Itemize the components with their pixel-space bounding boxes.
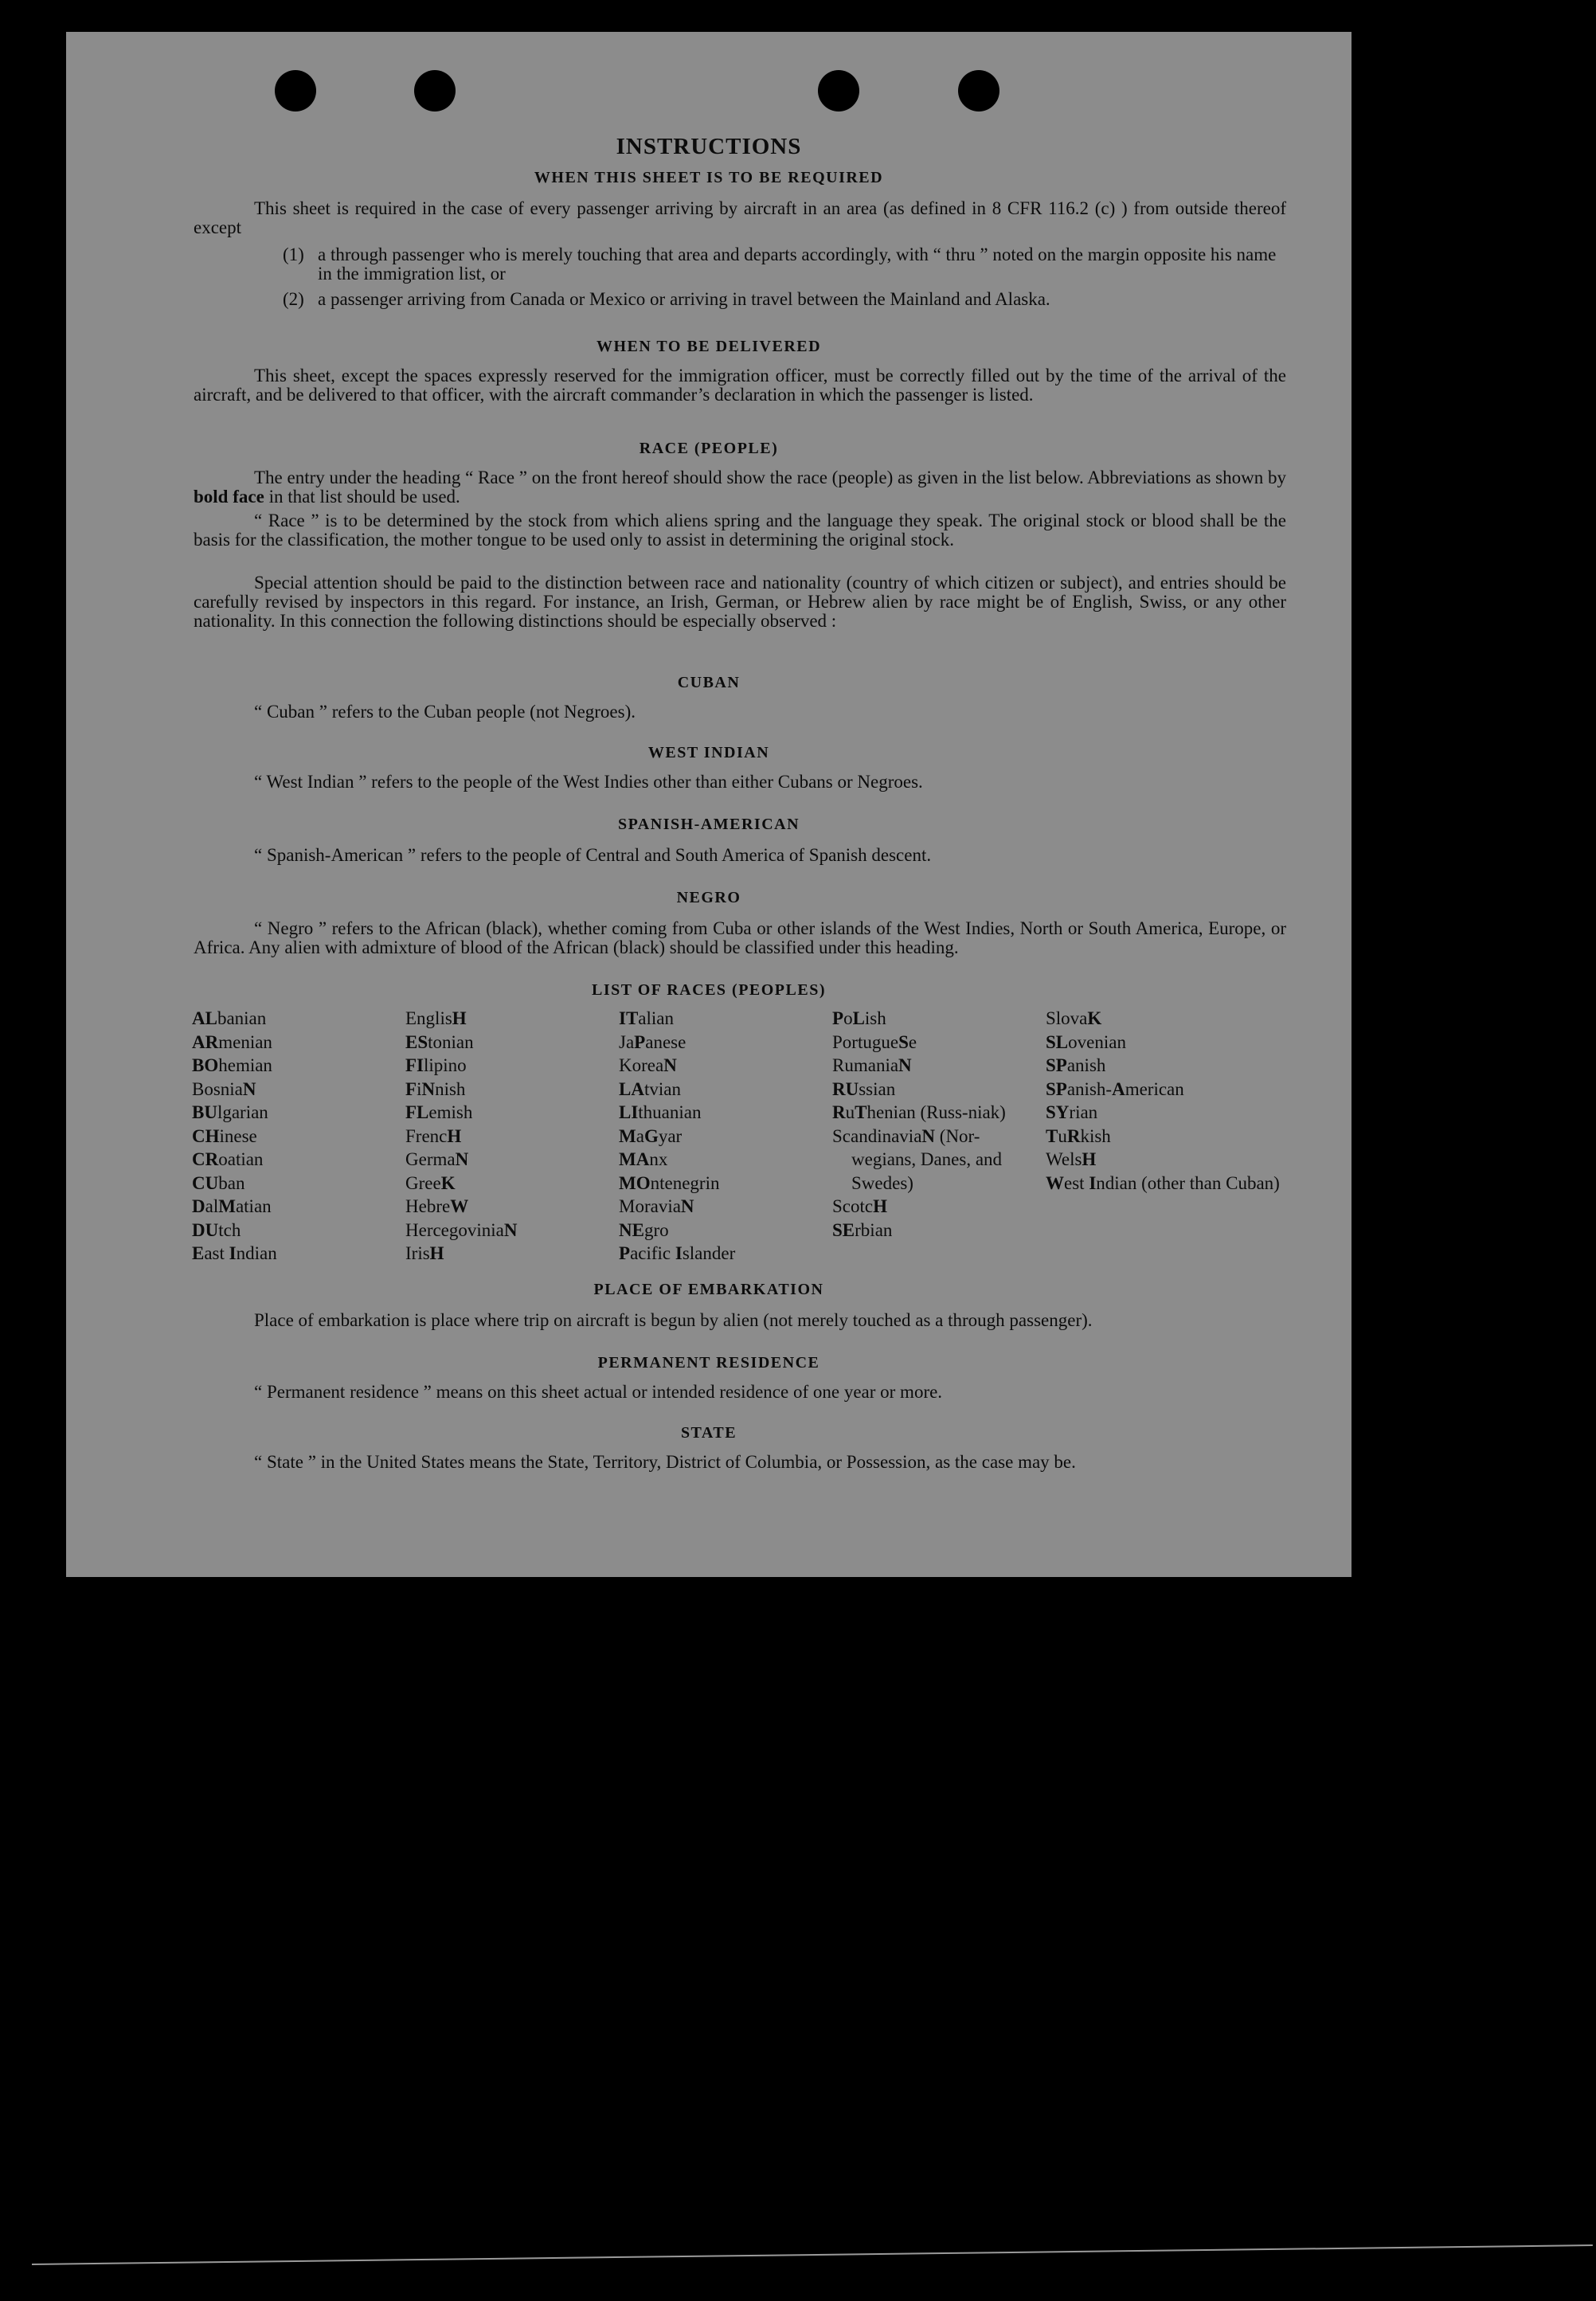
- heading-west-indian: WEST INDIAN: [647, 744, 770, 761]
- race-entry: East Indian: [192, 1243, 277, 1263]
- race-entry: FLemish: [405, 1102, 473, 1122]
- heading-when-delivered: WHEN TO BE DELIVERED: [596, 338, 822, 355]
- races-column: [1046, 1007, 1285, 1195]
- list-item: [283, 289, 1286, 309]
- race-entry: SlovaK: [1046, 1008, 1102, 1028]
- race-entry: FrencH: [405, 1125, 462, 1146]
- para-race-3: Special attention should be paid to the distinction between race and nationality (country of which citizen or subject), and entries should be carefully revised by inspectors in this regard. For instance, an Irish, German, or Hebrew alien by race might be of English, Swiss, or any other nationality. In this connection the following distinctions should be especially observed :: [194, 573, 1286, 631]
- para-when-delivered: This sheet, except the spaces expressly reserved for the immigration officer, must be correctly filled out by the time of the arrival of the aircraft, and be delivered to that officer, with the aircraft commander’s declaration in which the passenger is listed.: [194, 366, 1286, 405]
- race-entry: RuThenian (Russ-niak): [832, 1102, 1006, 1122]
- race-entry: FiNnish: [405, 1078, 466, 1099]
- race-entry: MAnx: [619, 1149, 668, 1169]
- race-entry: SPanish: [1046, 1055, 1106, 1075]
- race-entry: PortugueSe: [832, 1031, 917, 1052]
- races-column: [619, 1007, 827, 1266]
- punch-hole: [958, 70, 999, 112]
- para-when-required: This sheet is required in the case of every passenger arriving by aircraft in an area (as defined in 8 CFR 116.2 (c) ) from outside thereof except: [194, 198, 1286, 237]
- race-entry: WelsH: [1046, 1149, 1097, 1169]
- race-entry: HebreW: [405, 1196, 469, 1216]
- heading-state: STATE: [680, 1424, 737, 1442]
- race-entry: CUban: [192, 1172, 245, 1193]
- para-residence: “ Permanent residence ” means on this sheet actual or intended residence of one year or more.: [254, 1382, 943, 1402]
- para-race-1: The entry under the heading “ Race ” on the front hereof should show the race (people) as given in the list below. Abbreviations as shown by bold face in that list should be used.: [194, 468, 1286, 507]
- races-column: [832, 1007, 1041, 1242]
- race-entry: EnglisH: [405, 1008, 467, 1028]
- item-text: a through passenger who is merely touching that area and departs accordingly, with “ thru ” noted on the margin opposite his name in the immigration list, or: [318, 245, 1277, 284]
- race-entry: ScotcH: [832, 1196, 887, 1216]
- race-entry: ARmenian: [192, 1031, 272, 1052]
- page-title: INSTRUCTIONS: [616, 134, 802, 159]
- heading-residence: PERMANENT RESIDENCE: [597, 1354, 820, 1372]
- race-entry: TuRkish: [1046, 1125, 1111, 1146]
- race-entry: IrisH: [405, 1243, 444, 1263]
- race-entry: CRoatian: [192, 1149, 264, 1169]
- race-entry: ScandinaviaN (Nor-wegians, Danes, and Swedes): [832, 1125, 1003, 1193]
- races-column: [405, 1007, 614, 1266]
- para-west-indian: “ West Indian ” refers to the people of the West Indies other than either Cubans or Negroes.: [254, 772, 923, 792]
- punch-hole: [818, 70, 859, 112]
- heading-when-required: WHEN THIS SHEET IS TO BE REQUIRED: [534, 169, 884, 186]
- race-entry: FIlipino: [405, 1055, 467, 1075]
- race-entry: HercegoviniaN: [405, 1219, 518, 1240]
- race-entry: DalMatian: [192, 1196, 272, 1216]
- item-number: (1): [283, 245, 304, 264]
- race-entry: RUssian: [832, 1078, 896, 1099]
- para-race-2: “ Race ” is to be determined by the stock from which aliens spring and the language they speak. The original stock or blood shall be the basis for the classification, the mother tongue to be used only to assist in determining the original stock.: [194, 511, 1286, 550]
- race-entry: ITalian: [619, 1008, 674, 1028]
- race-entry: KoreaN: [619, 1055, 677, 1075]
- para-negro: “ Negro ” refers to the African (black), whether coming from Cuba or other islands of the West Indies, North or South America, Europe, or Africa. Any alien with admixture of blood of the African (black) should be classified under this heading.: [194, 918, 1286, 957]
- punch-hole: [414, 70, 456, 112]
- race-entry: ALbanian: [192, 1008, 267, 1028]
- race-entry: CHinese: [192, 1125, 257, 1146]
- document-sheet: [66, 32, 1352, 1577]
- race-entry: SYrian: [1046, 1102, 1098, 1122]
- item-text: a passenger arriving from Canada or Mexico or arriving in travel between the Mainland and Alaska.: [318, 289, 1050, 309]
- heading-negro: NEGRO: [676, 889, 741, 906]
- race-entry: BUlgarian: [192, 1102, 268, 1122]
- item-number: (2): [283, 289, 304, 309]
- race-entry: DUtch: [192, 1219, 241, 1240]
- para-cuban: “ Cuban ” refers to the Cuban people (not Negroes).: [254, 702, 636, 722]
- race-entry: BOhemian: [192, 1055, 272, 1075]
- heading-spanish-american: SPANISH-AMERICAN: [617, 816, 800, 833]
- race-entry: LAtvian: [619, 1078, 681, 1099]
- race-entry: PoLish: [832, 1008, 886, 1028]
- race-entry: LIthuanian: [619, 1102, 702, 1122]
- race-entry: SLovenian: [1046, 1031, 1126, 1052]
- heading-cuban: CUBAN: [677, 674, 741, 691]
- race-entry: JaPanese: [619, 1031, 687, 1052]
- punch-hole: [275, 70, 316, 112]
- para-spanish-american: “ Spanish-American ” refers to the people of Central and South America of Spanish descent.: [254, 845, 932, 865]
- list-item: [283, 245, 1286, 284]
- heading-list-of-races: LIST OF RACES (PEOPLES): [591, 981, 826, 999]
- race-entry: NEgro: [619, 1219, 669, 1240]
- race-entry: EStonian: [405, 1031, 474, 1052]
- race-entry: GreeK: [405, 1172, 456, 1193]
- race-entry: MaGyar: [619, 1125, 683, 1146]
- race-entry: Pacific Islander: [619, 1243, 736, 1263]
- race-entry: West Indian (other than Cuban): [1046, 1172, 1280, 1193]
- race-entry: SPanish-American: [1046, 1078, 1184, 1099]
- races-column: [192, 1007, 401, 1266]
- race-entry: MOntenegrin: [619, 1172, 720, 1193]
- para-embarkation: Place of embarkation is place where trip on aircraft is begun by alien (not merely touched as a through passenger).: [254, 1310, 1093, 1330]
- scan-edge-line: [32, 2244, 1593, 2265]
- race-entry: BosniaN: [192, 1078, 256, 1099]
- race-entry: RumaniaN: [832, 1055, 912, 1075]
- heading-embarkation: PLACE OF EMBARKATION: [593, 1281, 824, 1298]
- para-state: “ State ” in the United States means the State, Territory, District of Columbia, or Possession, as the case may be.: [254, 1452, 1076, 1472]
- race-entry: MoraviaN: [619, 1196, 694, 1216]
- race-entry: GermaN: [405, 1149, 469, 1169]
- heading-race: RACE (PEOPLE): [639, 440, 779, 457]
- race-entry: SErbian: [832, 1219, 893, 1240]
